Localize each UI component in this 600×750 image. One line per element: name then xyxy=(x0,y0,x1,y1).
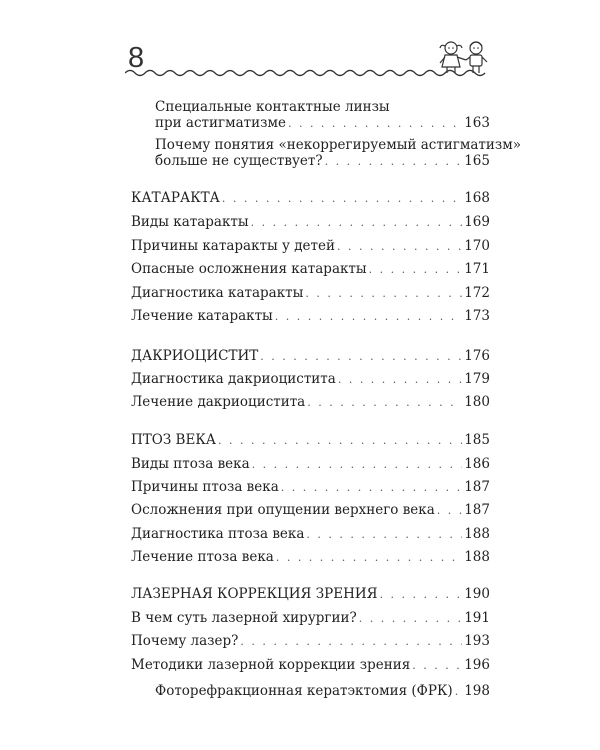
leader-dots xyxy=(260,349,462,365)
toc-entry-page: 163 xyxy=(464,115,490,131)
toc-entry: Фоторефракционная кератэктомия (ФРК) . . . 198 xyxy=(155,683,490,700)
leader-dots xyxy=(437,503,462,519)
toc-section-heading: КАТАРАКТА . . . 168 xyxy=(131,190,490,207)
leader-dots xyxy=(325,154,463,170)
toc-entry: Осложнения при опущении верхнего века . . . 187 xyxy=(131,502,490,519)
toc-entry: Виды катаракты . . . 169 xyxy=(131,214,490,231)
leader-dots xyxy=(380,587,463,603)
leader-dots xyxy=(251,215,463,231)
toc-entry: Лечение птоза века . . . 188 xyxy=(131,549,490,566)
leader-dots xyxy=(276,550,462,566)
toc-entry-line1: Специальные контактные линзы xyxy=(155,99,390,115)
page-number: 8 xyxy=(128,42,145,74)
toc-entry xyxy=(155,115,490,132)
leader-dots xyxy=(412,658,462,674)
leader-dots xyxy=(337,239,462,255)
leader-dots xyxy=(252,457,463,473)
leader-dots xyxy=(281,480,462,496)
toc-entry: Лечение дакриоцистита . . . 180 xyxy=(131,394,490,411)
leader-dots xyxy=(218,433,462,449)
toc-entry: Причины птоза века . . . 187 xyxy=(131,479,490,496)
toc-entry-page: 165 xyxy=(464,153,490,169)
toc-entry xyxy=(155,153,490,170)
leader-dots xyxy=(222,191,462,207)
toc-section-heading: ПТОЗ ВЕКА . . . 185 xyxy=(131,432,490,449)
leader-dots xyxy=(455,684,463,700)
toc-entry-title: больше не существует? xyxy=(155,153,323,169)
leader-dots xyxy=(275,309,462,325)
toc-entry: Диагностика птоза века . . . 188 xyxy=(131,526,490,543)
leader-dots xyxy=(306,527,462,543)
children-illustration-icon xyxy=(436,38,494,76)
leader-dots xyxy=(305,286,462,302)
toc-entry: Лечение катаракты . . . 173 xyxy=(131,308,490,325)
toc-section-heading: ДАКРИОЦИСТИТ . . . 176 xyxy=(131,348,490,365)
toc-entry: Диагностика дакриоцистита . . . 179 xyxy=(131,371,490,388)
toc-entry: В чем суть лазерной хирургии? . . . 191 xyxy=(131,610,490,627)
leader-dots xyxy=(288,116,462,132)
leader-dots xyxy=(359,611,463,627)
toc-entry: Диагностика катаракты . . . 172 xyxy=(131,285,490,302)
toc-entry-line1: Почему понятия «некоррегируемый астигматизм» xyxy=(155,137,522,153)
toc-entry: Причины катаракты у детей . . . 170 xyxy=(131,238,490,255)
toc-entry-title: при астигматизме xyxy=(155,115,286,131)
toc-entry: Почему лазер? . . . 193 xyxy=(131,633,490,650)
toc-entry: Виды птоза века . . . 186 xyxy=(131,456,490,473)
leader-dots xyxy=(369,262,463,278)
leader-dots xyxy=(307,395,462,411)
toc-entry: Опасные осложнения катаракты . . . 171 xyxy=(131,261,490,278)
toc-section-heading: ЛАЗЕРНАЯ КОРРЕКЦИЯ ЗРЕНИЯ . . . 190 xyxy=(131,586,490,603)
leader-dots xyxy=(240,634,462,650)
leader-dots xyxy=(338,372,462,388)
toc-entry: Методики лазерной коррекции зрения . . . 196 xyxy=(131,657,490,674)
